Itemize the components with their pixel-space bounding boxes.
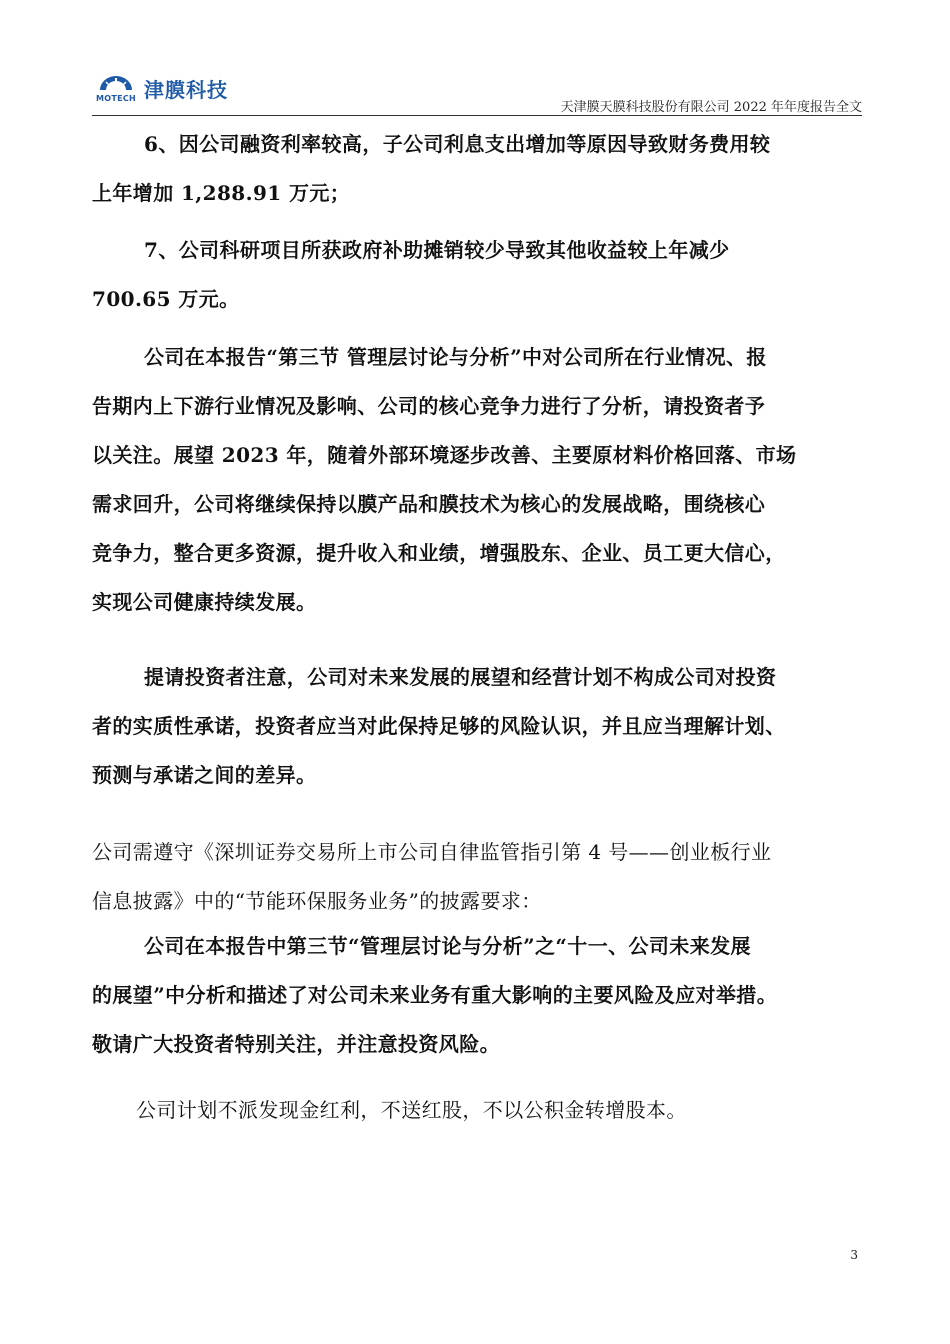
- paragraph-line: 需求回升，公司将继续保持以膜产品和膜技术为核心的发展战略，围绕核心: [92, 492, 766, 516]
- paragraph-line: 告期内上下游行业情况及影响、公司的核心竞争力进行了分析，请投资者予: [92, 394, 766, 418]
- paragraph-line: 6、因公司融资利率较高，子公司利息支出增加等原因导致财务费用较: [144, 132, 771, 156]
- paragraph-item-6: [92, 120, 862, 218]
- paragraph-line: 敬请广大投资者特别关注，并注意投资风险。: [92, 1032, 500, 1056]
- paragraph-line: 提请投资者注意，公司对未来发展的展望和经营计划不构成公司对投资: [144, 665, 777, 689]
- paragraph-line: 7、公司科研项目所获政府补助摊销较少导致其他收益较上年减少: [144, 238, 730, 262]
- paragraph-line: 上年增加 1,288.91 万元；: [92, 181, 351, 205]
- paragraph-line: 700.65 万元。: [92, 287, 240, 311]
- paragraph-item-7: [92, 226, 862, 324]
- paragraph-line: 公司计划不派发现金红利，不送红股，不以公积金转增股本。: [136, 1098, 687, 1122]
- paragraph-line: 的展望”中分析和描述了对公司未来业务有重大影响的主要风险及应对举措。: [92, 983, 778, 1007]
- page-number: 3: [850, 1248, 858, 1262]
- header-divider: [92, 115, 862, 116]
- paragraph-risk-reference: [92, 922, 862, 1069]
- paragraph-line: 信息披露》中的“节能环保服务业务”的披露要求：: [92, 889, 542, 913]
- paragraph-investor-notice: [92, 653, 862, 800]
- paragraph-line: 实现公司健康持续发展。: [92, 590, 317, 614]
- logo-english-text: MOTECH: [96, 94, 137, 103]
- paragraph-line: 者的实质性承诺，投资者应当对此保持足够的风险认识，并且应当理解计划、: [92, 714, 786, 738]
- page-header: [92, 70, 862, 116]
- paragraph-line: 以关注。展望 2023 年，随着外部环境逐步改善、主要原材料价格回落、市场: [92, 443, 797, 467]
- paragraph-line: 公司在本报告中第三节“管理层讨论与分析”之“十一、公司未来发展: [144, 934, 751, 958]
- report-title: 天津膜天膜科技股份有限公司 2022 年年度报告全文: [560, 100, 862, 115]
- company-logo: [96, 70, 256, 106]
- paragraph-line: 公司在本报告“第三节 管理层讨论与分析”中对公司所在行业情况、报: [144, 345, 767, 369]
- paragraph-line: 公司需遵守《深圳证券交易所上市公司自律监管指引第 4 号——创业板行业: [92, 840, 772, 864]
- paragraph-outlook: [92, 333, 862, 627]
- paragraph-dividend-plan: [92, 1086, 862, 1135]
- paragraph-line: 竞争力，整合更多资源，提升收入和业绩，增强股东、企业、员工更大信心，: [92, 541, 786, 565]
- logo-chinese-text: 津膜科技: [144, 78, 228, 102]
- paragraph-line: 预测与承诺之间的差异。: [92, 763, 317, 787]
- paragraph-disclosure-rule: [92, 828, 862, 926]
